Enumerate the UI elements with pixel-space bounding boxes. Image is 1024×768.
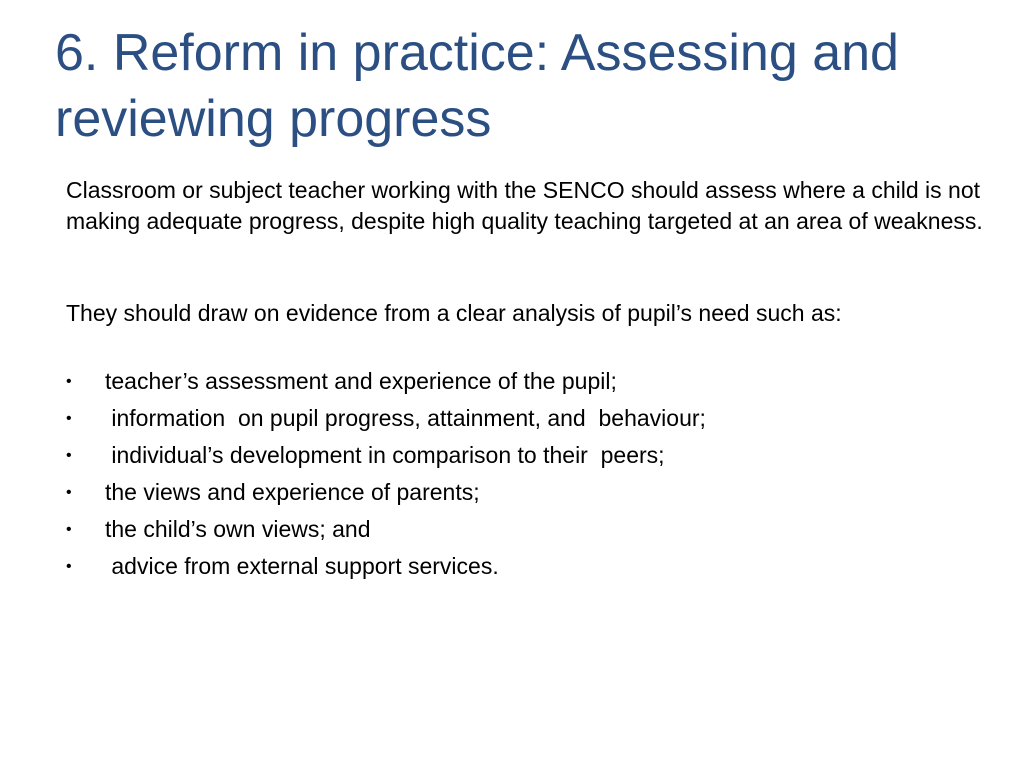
list-item-text: teacher’s assessment and experience of the pupil; — [105, 368, 617, 394]
bullet-icon: • — [66, 484, 72, 501]
list-item — [66, 366, 986, 403]
slide-title: 6. Reform in practice: Assessing and reviewing progress — [55, 24, 899, 148]
list-item-text: information on pupil progress, attainment, and behaviour; — [105, 405, 706, 431]
evidence-paragraph: They should draw on evidence from a clear analysis of pupil’s need such as: — [66, 300, 842, 326]
list-item-text: individual’s development in comparison to their peers; — [105, 442, 665, 468]
list-item-text: advice from external support services. — [105, 553, 499, 579]
evidence-list — [66, 366, 986, 588]
bullet-icon: • — [66, 410, 72, 427]
list-item-text: the views and experience of parents; — [105, 479, 480, 505]
list-item — [66, 440, 986, 477]
bullet-icon: • — [66, 447, 72, 464]
bullet-icon: • — [66, 558, 72, 575]
bullet-icon: • — [66, 373, 72, 390]
list-item — [66, 514, 986, 551]
list-item — [66, 403, 986, 440]
list-item — [66, 477, 986, 514]
list-item — [66, 551, 986, 588]
list-item-text: the child’s own views; and — [105, 516, 371, 542]
intro-paragraph: Classroom or subject teacher working with the SENCO should assess where a child is not making adequate progress, despite high quality teaching targeted at an area of weakness. — [66, 177, 983, 234]
bullet-icon: • — [66, 521, 72, 538]
